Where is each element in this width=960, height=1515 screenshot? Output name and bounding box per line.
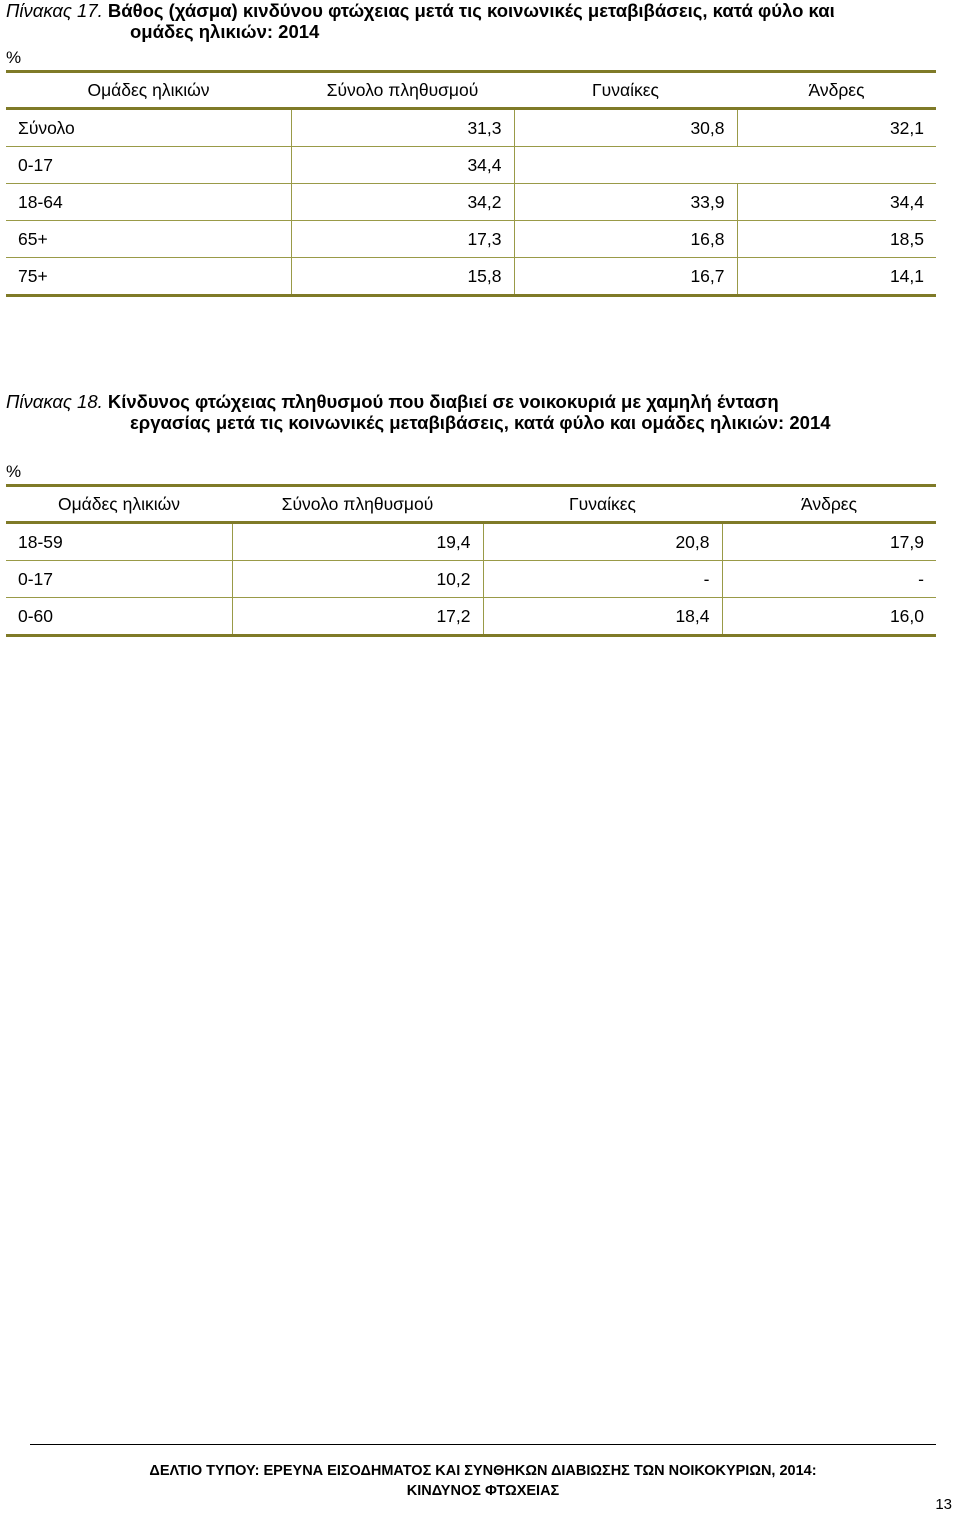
table18-header-men: Άνδρες <box>722 486 936 523</box>
footer <box>30 1461 936 1501</box>
cell-men <box>737 147 936 184</box>
table18-header-women: Γυναίκες <box>483 486 722 523</box>
cell-women: 18,4 <box>483 598 722 636</box>
table18 <box>6 484 936 637</box>
footer-divider <box>30 1444 936 1445</box>
cell-women: 16,7 <box>514 258 737 296</box>
table-row <box>6 258 936 296</box>
table17-caption-label: Πίνακας 17. <box>6 0 103 21</box>
table18-caption-line2: εργασίας μετά τις κοινωνικές μεταβιβάσεις, κατά φύλο και ομάδες ηλικιών: 2014 <box>130 412 831 433</box>
row-label: 0-60 <box>6 598 232 636</box>
cell-total: 17,2 <box>232 598 483 636</box>
row-label: 18-59 <box>6 523 232 561</box>
row-label: 65+ <box>6 221 291 258</box>
table18-caption <box>6 391 831 433</box>
cell-women: 30,8 <box>514 109 737 147</box>
cell-men: 16,0 <box>722 598 936 636</box>
cell-men: 14,1 <box>737 258 936 296</box>
table-row <box>6 109 936 147</box>
cell-men: - <box>722 561 936 598</box>
cell-total: 19,4 <box>232 523 483 561</box>
cell-women: 20,8 <box>483 523 722 561</box>
row-label: 0-17 <box>6 147 291 184</box>
table17-header-men: Άνδρες <box>737 72 936 109</box>
footer-line1: ΔΕΛΤΙΟ ΤΥΠΟΥ: ΕΡΕΥΝΑ ΕΙΣΟΔΗΜΑΤΟΣ ΚΑΙ ΣΥΝΘΗΚΩΝ ΔΙΑΒΙΩΣΗΣ ΤΩΝ ΝΟΙΚΟΚΥΡΙΩΝ, 2014: <box>149 1463 817 1479</box>
table17-header-age-groups: Ομάδες ηλικιών <box>6 72 291 109</box>
table-row <box>6 523 936 561</box>
table18-header-total: Σύνολο πληθυσμού <box>232 486 483 523</box>
table17-header-women: Γυναίκες <box>514 72 737 109</box>
footer-line2: ΚΙΝΔΥΝΟΣ ΦΤΩΧΕΙΑΣ <box>406 1483 560 1499</box>
table-row <box>6 598 936 636</box>
cell-women <box>514 147 737 184</box>
cell-total: 34,2 <box>291 184 514 221</box>
table17-caption-line2: ομάδες ηλικιών: 2014 <box>130 21 320 42</box>
cell-women: 33,9 <box>514 184 737 221</box>
page-number: 13 <box>935 1496 952 1513</box>
table18-header-age-groups: Ομάδες ηλικιών <box>6 486 232 523</box>
table17-header-total: Σύνολο πληθυσμού <box>291 72 514 109</box>
table18-header-row <box>6 486 936 523</box>
cell-total: 17,3 <box>291 221 514 258</box>
row-label: 0-17 <box>6 561 232 598</box>
row-label: 75+ <box>6 258 291 296</box>
table17-caption <box>6 0 835 42</box>
table17-header-row <box>6 72 936 109</box>
cell-women: - <box>483 561 722 598</box>
table-row <box>6 221 936 258</box>
row-label: Σύνολο <box>6 109 291 147</box>
row-label: 18-64 <box>6 184 291 221</box>
table18-caption-line1: Κίνδυνος φτώχειας πληθυσμού που διαβιεί σε νοικοκυριά με χαμηλή ένταση <box>107 391 779 412</box>
cell-total: 31,3 <box>291 109 514 147</box>
cell-women: 16,8 <box>514 221 737 258</box>
cell-total: 34,4 <box>291 147 514 184</box>
cell-men: 18,5 <box>737 221 936 258</box>
table-row <box>6 561 936 598</box>
cell-men: 32,1 <box>737 109 936 147</box>
cell-total: 15,8 <box>291 258 514 296</box>
table17-unit: % <box>6 48 22 67</box>
table17-caption-line1: Βάθος (χάσμα) κινδύνου φτώχειας μετά τις κοινωνικές μεταβιβάσεις, κατά φύλο και <box>107 0 835 21</box>
cell-men: 34,4 <box>737 184 936 221</box>
table-row <box>6 147 936 184</box>
table18-unit: % <box>6 462 22 481</box>
table-row <box>6 184 936 221</box>
table18-caption-label: Πίνακας 18. <box>6 391 103 412</box>
cell-total: 10,2 <box>232 561 483 598</box>
cell-men: 17,9 <box>722 523 936 561</box>
table17 <box>6 70 936 297</box>
